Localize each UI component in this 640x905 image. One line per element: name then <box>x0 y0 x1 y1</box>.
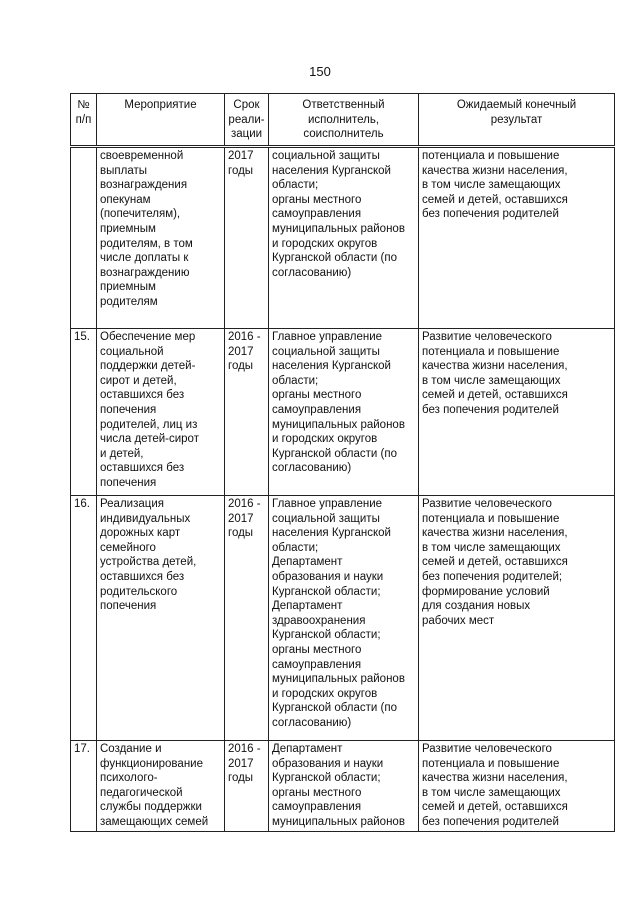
row-responsible: социальной защиты населения Курганской области; органы местного самоуправления муниципальных районов и городских округов Курганской области (по согласованию) <box>269 147 419 329</box>
row-term: 2016 - 2017 годы <box>225 741 269 832</box>
row-num: 15. <box>71 329 97 496</box>
page-number: 150 <box>309 64 331 79</box>
table-header-row <box>71 94 615 147</box>
table-row <box>71 741 615 832</box>
row-responsible: Главное управление социальной защиты населения Курганской области; органы местного самоуправления муниципальных районов и городских округов Курганской области (по согласованию) <box>269 329 419 496</box>
measures-table <box>70 93 615 832</box>
header-term: Срок реали- зации <box>225 94 269 147</box>
row-term: 2017 годы <box>225 147 269 329</box>
row-responsible: Департамент образования и науки Курганской области; органы местного самоуправления муниципальных районов <box>269 741 419 832</box>
row-result: потенциала и повышение качества жизни населения, в том числе замещающих семей и детей, оставшихся без попечения родителей <box>419 147 615 329</box>
row-num: 17. <box>71 741 97 832</box>
row-num: 16. <box>71 496 97 741</box>
row-term: 2016 - 2017 годы <box>225 496 269 741</box>
header-responsible: Ответственный исполнитель, соисполнитель <box>269 94 419 147</box>
table-row <box>71 147 615 329</box>
row-result: Развитие человеческого потенциала и повышение качества жизни населения, в том числе замещающих семей и детей, оставшихся без попечения родителей <box>419 741 615 832</box>
header-result: Ожидаемый конечный результат <box>419 94 615 147</box>
row-activity: Реализация индивидуальных дорожных карт семейного устройства детей, оставшихся без родительского попечения <box>97 496 225 741</box>
header-activity: Мероприятие <box>97 94 225 147</box>
row-activity: Создание и функционирование психолого- педагогической службы поддержки замещающих семей <box>97 741 225 832</box>
table-row <box>71 329 615 496</box>
row-responsible: Главное управление социальной защиты населения Курганской области; Департамент образования и науки Курганской области; Департамент здравоохранения Курганской области; органы местного самоуправления муниципальных районов и городских округов Курганской области (по согласованию) <box>269 496 419 741</box>
row-term: 2016 - 2017 годы <box>225 329 269 496</box>
row-result: Развитие человеческого потенциала и повышение качества жизни населения, в том числе замещающих семей и детей, оставшихся без попечения родителей; формирование условий для создания новых рабочих мест <box>419 496 615 741</box>
row-activity: своевременной выплаты вознаграждения опекунам (попечителям), приемным родителям, в том числе доплаты к вознаграждению приемным родителям <box>97 147 225 329</box>
row-result: Развитие человеческого потенциала и повышение качества жизни населения, в том числе замещающих семей и детей, оставшихся без попечения родителей <box>419 329 615 496</box>
row-activity: Обеспечение мер социальной поддержки детей- сирот и детей, оставшихся без попечения родителей, лиц из числа детей-сирот и детей, оставшихся без попечения <box>97 329 225 496</box>
table-row <box>71 496 615 741</box>
row-num <box>71 147 97 329</box>
header-num: № п/п <box>71 94 97 147</box>
